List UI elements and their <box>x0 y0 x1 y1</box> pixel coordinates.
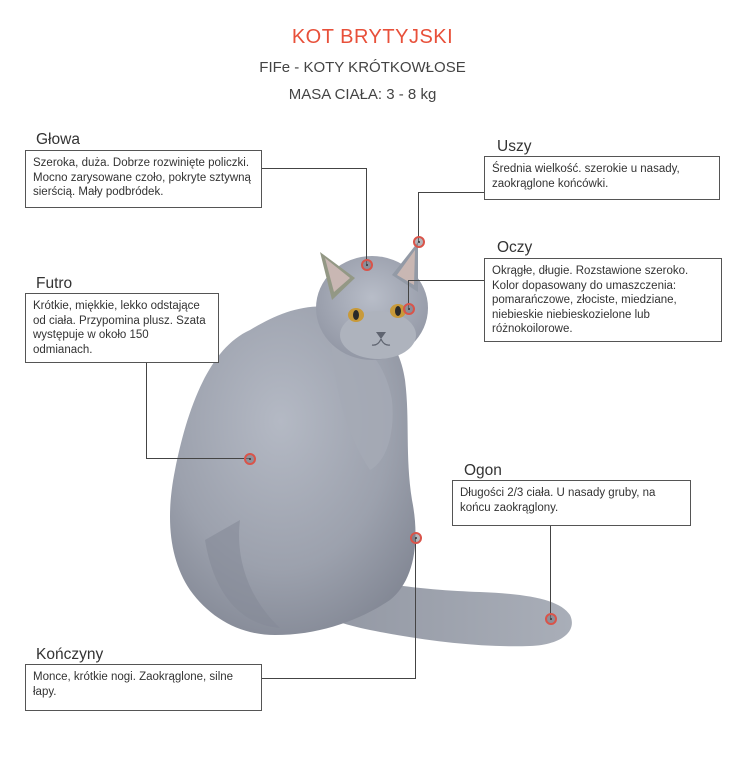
callout-head-title: Głowa <box>36 131 80 148</box>
connector-fur <box>146 362 147 459</box>
callout-tail-text: Długości 2/3 ciała. U nasady gruby, na końcu zaokrąglony. <box>452 480 691 526</box>
connector-eyes <box>408 280 485 281</box>
callout-ears-text: Średnia wielkość. szerokie u nasady, zaokrąglone końcówki. <box>484 156 720 200</box>
callout-eyes-text: Okrągłe, długie. Rozstawione szeroko. Kolor dopasowany do umaszczenia: pomarańczowe, złociste, miedziane, niebieskie niebieskozielone lub różnokoilorowe. <box>484 258 722 342</box>
cat-pupil-left <box>353 310 359 320</box>
connector-fur <box>146 458 250 459</box>
marker-fur <box>244 453 256 465</box>
callout-limbs-text: Monce, krótkie nogi. Zaokrąglone, silne łapy. <box>25 664 262 711</box>
connector-tail <box>550 525 551 618</box>
callout-ears-title: Uszy <box>497 138 532 155</box>
marker-limbs <box>410 532 422 544</box>
callout-eyes-title: Oczy <box>497 239 533 256</box>
breed-category: FIFe - KOTY KRÓTKOWŁOSE <box>259 59 466 76</box>
callout-fur-text: Krótkie, miękkie, lekko odstające od ciała. Przypomina plusz. Szata występuje w około 150 odmianach. <box>25 293 219 363</box>
connector-limbs <box>261 678 416 679</box>
callout-tail-title: Ogon <box>464 462 502 479</box>
marker-eyes <box>403 303 415 315</box>
cat-pupil-right <box>395 306 401 316</box>
marker-ears <box>413 236 425 248</box>
connector-limbs <box>415 538 416 679</box>
connector-ears <box>418 192 485 193</box>
marker-tail <box>545 613 557 625</box>
connector-ears <box>418 192 419 242</box>
connector-head <box>366 168 367 264</box>
callout-limbs-title: Kończyny <box>36 646 104 663</box>
callout-head-text: Szeroka, duża. Dobrze rozwinięte policzki. Mocno zarysowane czoło, pokryte sztywną sierścią. Mały podbródek. <box>25 150 262 208</box>
connector-head <box>261 168 367 169</box>
callout-fur-title: Futro <box>36 275 73 292</box>
page-title: KOT BRYTYJSKI <box>291 26 454 48</box>
marker-head <box>361 259 373 271</box>
body-mass: MASA CIAŁA: 3 - 8 kg <box>288 86 437 103</box>
